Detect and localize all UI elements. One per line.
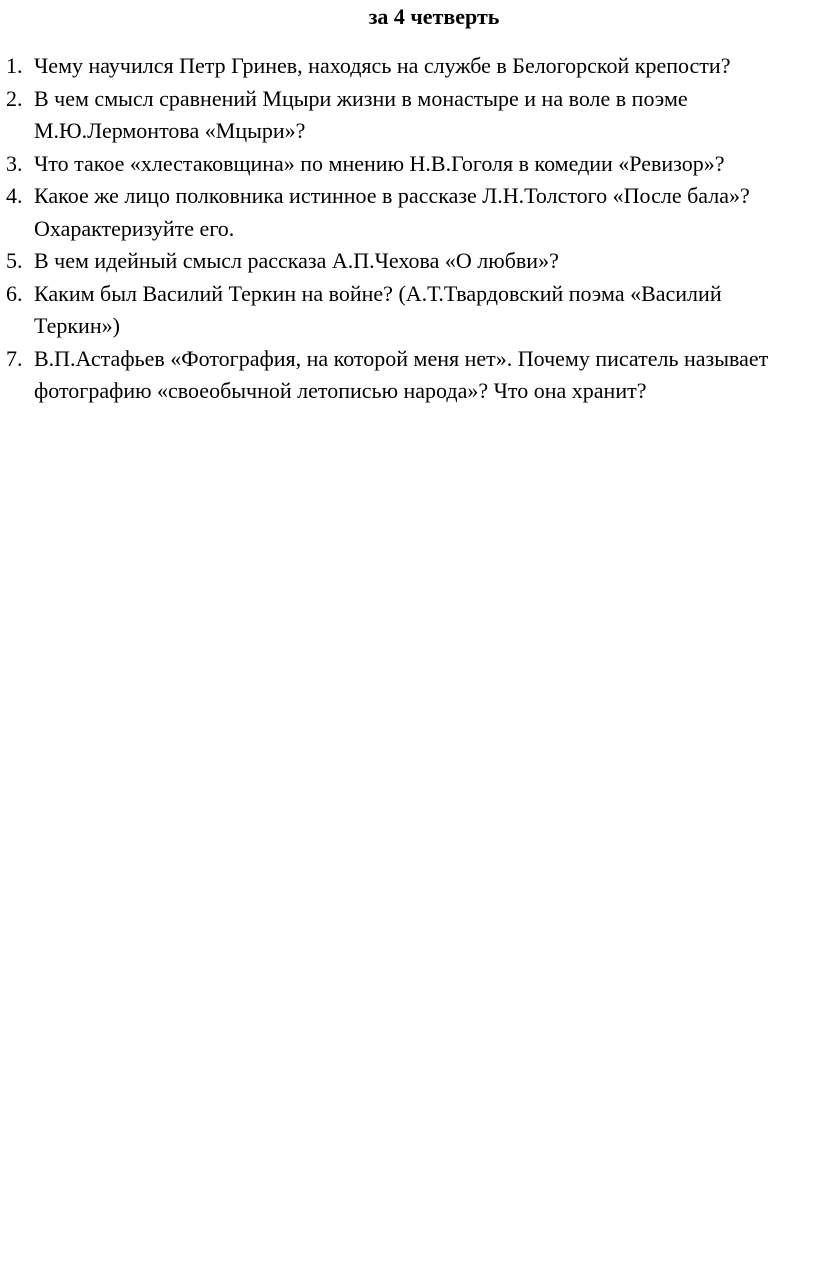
question-list (0, 50, 816, 408)
item-text: Что такое «хлестаковщина» по мнению Н.В.Гоголя в комедии «Ревизор»? (34, 150, 725, 176)
item-text: В чем идейный смысл рассказа А.П.Чехова «О любви»? (34, 248, 559, 273)
item-text: Каким был Василий Теркин на войне? (А.Т.Твардовский поэма «Василий Теркин») (34, 280, 722, 338)
item-number: 1. (6, 53, 23, 78)
item-number: 2. (6, 85, 23, 111)
item-number: 7. (6, 345, 23, 371)
item-text: Какое же лицо полковника истинное в рассказе Л.Н.Толстого «После бала»? Охарактеризуйте его. (34, 183, 750, 241)
list-item (0, 278, 816, 343)
item-number: 4. (6, 183, 23, 208)
item-text: Чему научился Петр Гринев, находясь на службе в Белогорской крепости? (34, 53, 731, 78)
item-number: 6. (6, 280, 23, 306)
list-item (0, 343, 816, 408)
item-number: 5. (6, 248, 23, 273)
list-item (0, 50, 816, 83)
document-title: за 4 четверть (368, 4, 500, 29)
list-item (0, 180, 816, 245)
item-text: В чем смысл сравнений Мцыри жизни в монастыре и на воле в поэме М.Ю.Лермонтова «Мцыри»? (34, 85, 688, 143)
item-number: 3. (6, 150, 23, 176)
list-item (0, 83, 816, 148)
list-item (0, 148, 816, 181)
item-text: В.П.Астафьев «Фотография, на которой меня нет». Почему писатель называет фотографию «своеобычной летописью народа»? Что она хранит? (34, 345, 769, 403)
list-item (0, 245, 816, 278)
